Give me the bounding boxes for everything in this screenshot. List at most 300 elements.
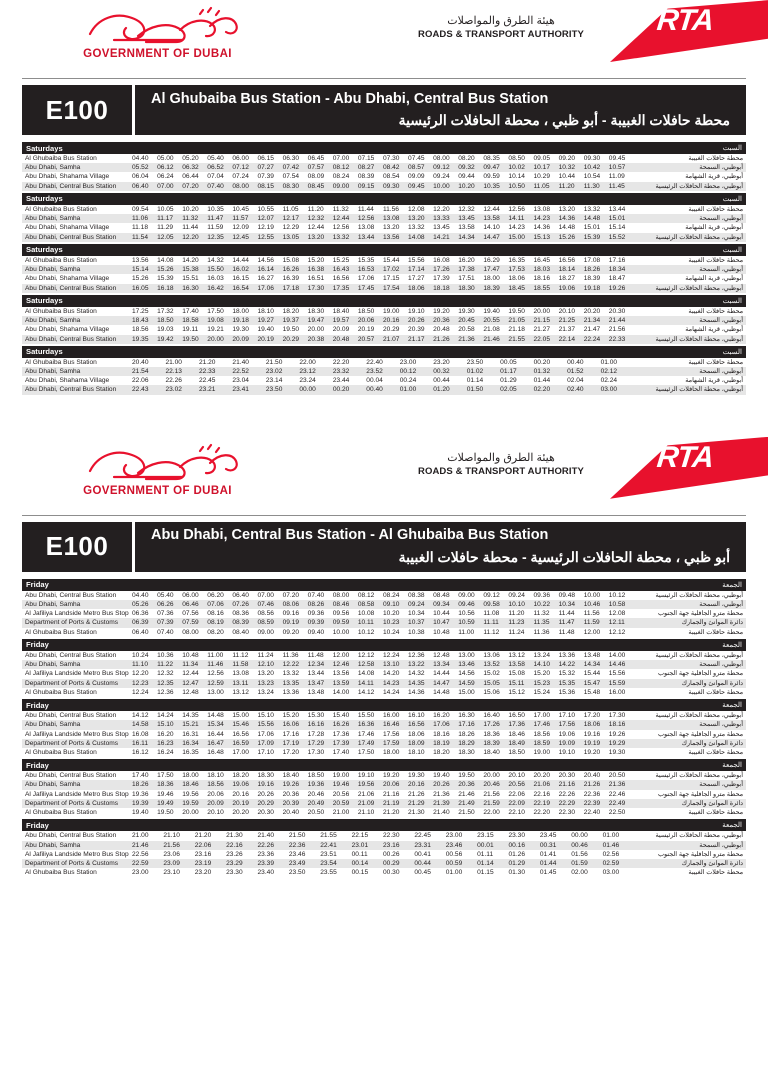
departure-times — [132, 275, 634, 283]
departure-time: 13.10 — [382, 661, 400, 669]
departure-time: 04.40 — [132, 591, 149, 599]
departure-time: 20.36 — [282, 790, 300, 798]
departure-time: 14.56 — [458, 670, 475, 678]
departure-time: 22.29 — [558, 799, 576, 807]
departure-time: 01.14 — [477, 860, 494, 868]
departure-time: 17.39 — [332, 739, 350, 747]
departure-time: 08.20 — [458, 155, 475, 162]
departure-time: 11.59 — [583, 619, 600, 627]
departure-time: 23.49 — [288, 860, 306, 868]
departure-time: 13.12 — [232, 688, 249, 696]
departure-times — [132, 308, 634, 316]
departure-time: 17.50 — [157, 772, 174, 780]
departure-time: 22.20 — [332, 358, 350, 366]
departure-time: 19.00 — [533, 748, 551, 756]
departure-time: 10.00 — [433, 182, 450, 190]
day-label-english: Saturdays — [26, 347, 63, 357]
departure-time: 18.30 — [257, 772, 274, 780]
departure-time: 10.36 — [157, 651, 174, 659]
departure-time: 09.00 — [257, 628, 274, 636]
departure-time: 21.05 — [508, 317, 525, 325]
departure-time: 00.01 — [477, 841, 494, 849]
departure-time: 18.10 — [408, 748, 425, 756]
departure-time: 18.06 — [408, 284, 425, 292]
departure-time: 09.10 — [382, 600, 400, 608]
departure-time: 11.32 — [533, 610, 550, 618]
departure-time: 08.36 — [232, 610, 249, 618]
departure-time: 08.48 — [433, 591, 450, 599]
departure-times — [132, 652, 634, 660]
departure-time: 14.36 — [408, 688, 425, 696]
departure-time: 20.30 — [608, 307, 626, 315]
stop-name-arabic: أبوظبي، قرية الشهامة — [685, 224, 743, 232]
table-row — [22, 265, 746, 274]
stop-name-arabic: دائرة الموانئ والجمارك — [681, 619, 743, 627]
departure-time: 02.56 — [602, 850, 620, 858]
departure-time: 17.49 — [357, 739, 375, 747]
departure-time: 11.46 — [207, 661, 224, 669]
departure-time: 20.26 — [433, 781, 450, 789]
departure-time: 07.40 — [207, 182, 224, 190]
departure-time: 15.56 — [408, 256, 425, 264]
departure-time: 11.20 — [558, 182, 575, 190]
departure-time: 18.19 — [433, 739, 450, 747]
departure-time: 13.08 — [357, 224, 375, 232]
departure-time: 11.36 — [533, 628, 550, 636]
departure-time: 22.40 — [366, 358, 383, 366]
rta-logo-icon — [610, 437, 768, 499]
stop-name-english: Abu Dhabi, Samha — [25, 600, 81, 608]
departure-time: 03.00 — [602, 869, 620, 877]
departure-time: 08.16 — [207, 610, 224, 618]
table-row — [22, 841, 746, 850]
departure-time: 12.29 — [282, 224, 300, 232]
departure-time: 21.50 — [288, 832, 306, 840]
departure-time: 17.00 — [232, 748, 249, 756]
departure-time: 08.46 — [332, 600, 350, 608]
departure-time: 19.42 — [157, 335, 174, 343]
departure-time: 15.14 — [608, 224, 626, 232]
departure-time: 21.30 — [226, 832, 243, 840]
departure-time: 21.34 — [583, 317, 601, 325]
departure-time: 17.19 — [282, 739, 300, 747]
departure-time: 18.06 — [583, 721, 601, 729]
departure-time: 17.06 — [433, 721, 450, 729]
departure-time: 18.20 — [282, 307, 300, 315]
departure-time: 16.08 — [433, 256, 450, 264]
table-row — [22, 172, 746, 181]
departure-time: 20.16 — [382, 317, 400, 325]
departure-times — [132, 619, 634, 627]
departure-time: 21.36 — [433, 790, 450, 798]
departure-time: 12.08 — [608, 610, 626, 618]
stop-name-arabic: أبوظبي، السمحة — [699, 367, 743, 375]
departure-time: 11.05 — [533, 182, 550, 190]
departure-time: 09.46 — [458, 600, 475, 608]
departure-time: 23.32 — [332, 367, 350, 375]
departure-time: 14.58 — [132, 721, 149, 729]
departure-times — [132, 326, 634, 334]
departure-time: 01.17 — [500, 367, 517, 375]
departure-time: 19.40 — [483, 307, 500, 315]
departure-time: 12.20 — [433, 205, 450, 213]
timetable — [22, 142, 746, 395]
stop-name-english: Abu Dhabi, Samha — [25, 317, 81, 325]
stop-name-english: Abu Dhabi, Shahama Village — [25, 173, 110, 181]
departure-time: 20.30 — [558, 772, 576, 780]
stop-name-arabic: أبوظبي، قرية الشهامة — [685, 377, 743, 385]
departure-time: 15.01 — [608, 215, 626, 223]
departure-time: 09.36 — [307, 610, 325, 618]
departure-time: 17.45 — [357, 284, 375, 292]
departure-time: 15.34 — [207, 721, 224, 729]
departure-time: 01.52 — [567, 367, 584, 375]
route-number-badge: E100 — [22, 522, 132, 572]
departure-time: 12.20 — [132, 670, 149, 678]
stop-name-english: Al Ghubaiba Bus Station — [25, 307, 97, 315]
departure-time: 12.22 — [282, 661, 300, 669]
stop-name-arabic: محطة حافلات الغبيبة — [688, 205, 743, 213]
stop-name-arabic: أبوظبي، قرية الشهامة — [685, 326, 743, 334]
departure-time: 17.15 — [382, 275, 400, 283]
departure-time: 13.48 — [307, 688, 325, 696]
day-header-bar — [22, 244, 746, 256]
departure-time: 13.35 — [282, 679, 300, 687]
departure-time: 10.23 — [382, 619, 400, 627]
departure-time: 00.32 — [433, 367, 450, 375]
departure-time: 14.59 — [458, 679, 475, 687]
departure-time: 20.58 — [458, 326, 475, 334]
departure-time: 14.23 — [533, 215, 551, 223]
departure-time: 21.46 — [132, 841, 149, 849]
departure-time: 19.50 — [157, 809, 174, 817]
departure-time: 01.00 — [602, 832, 620, 840]
stop-name-arabic: أبوظبي، محطة الحافلات الرئيسية — [655, 335, 743, 343]
departure-time: 16.53 — [357, 266, 375, 274]
departure-time: 16.39 — [282, 275, 300, 283]
stop-name-english: Al Jafiliya Landside Metro Bus Stop — [25, 850, 129, 858]
departure-time: 07.46 — [257, 600, 274, 608]
departure-time: 07.15 — [357, 155, 375, 162]
departure-time: 17.16 — [608, 256, 626, 264]
stop-name-arabic: دائرة الموانئ والجمارك — [681, 739, 743, 747]
departure-time: 08.59 — [257, 619, 274, 627]
table-row — [22, 307, 746, 316]
table-row — [22, 256, 746, 265]
departure-time: 02.00 — [571, 869, 588, 877]
departure-time: 10.32 — [558, 164, 576, 172]
departure-time: 17.50 — [357, 748, 375, 756]
departure-time: 22.16 — [226, 841, 243, 849]
departure-time: 19.20 — [433, 307, 450, 315]
departure-time: 05.26 — [132, 600, 149, 608]
stop-name-arabic: محطة حافلات الغبيبة — [688, 688, 743, 696]
departure-time: 18.00 — [182, 772, 199, 780]
departure-time: 10.46 — [583, 600, 601, 608]
departure-time: 11.48 — [307, 651, 324, 659]
departure-time: 13.46 — [458, 661, 475, 669]
departure-time: 17.30 — [307, 284, 325, 292]
departure-time: 21.25 — [558, 317, 576, 325]
departure-time: 10.54 — [583, 173, 601, 181]
departure-times — [132, 359, 634, 367]
departure-time: 09.56 — [332, 610, 350, 618]
departure-time: 20.19 — [257, 335, 274, 343]
departure-time: 08.12 — [357, 591, 375, 599]
departure-time: 00.29 — [383, 860, 400, 868]
departure-time: 08.20 — [207, 628, 224, 636]
departure-time: 23.04 — [232, 377, 249, 385]
departure-time: 18.39 — [583, 275, 601, 283]
departure-time: 22.59 — [132, 860, 149, 868]
departure-time: 09.05 — [533, 155, 551, 162]
departure-time: 19.08 — [207, 317, 224, 325]
stop-name-english: Al Jafiliya Landside Metro Bus Stop — [25, 730, 129, 738]
departure-time: 02.20 — [533, 386, 551, 394]
departure-time: 13.20 — [408, 215, 425, 223]
departure-time: 00.31 — [539, 841, 557, 849]
departure-times — [132, 869, 634, 877]
departure-time: 10.12 — [357, 628, 375, 636]
departure-time: 14.34 — [458, 233, 475, 241]
day-header-bar — [22, 579, 746, 591]
departure-time: 09.12 — [433, 164, 450, 172]
departure-time: 10.35 — [207, 205, 224, 213]
timetable — [22, 579, 746, 878]
departure-time: 01.11 — [477, 850, 494, 858]
departure-time: 23.21 — [198, 386, 216, 394]
departure-time: 21.20 — [382, 809, 400, 817]
departure-time: 09.44 — [458, 173, 475, 181]
departure-time: 12.44 — [182, 670, 199, 678]
table-row — [22, 831, 746, 840]
departure-time: 01.26 — [508, 850, 526, 858]
departure-time: 15.35 — [558, 679, 576, 687]
departure-time: 23.30 — [226, 869, 243, 877]
rta-arabic-label: هيئة الطرق والمواصلات — [447, 15, 555, 27]
table-row — [22, 669, 746, 678]
departure-time: 16.50 — [508, 712, 525, 720]
departure-time: 21.36 — [608, 781, 626, 789]
departure-time: 16.10 — [408, 712, 425, 720]
departure-time: 06.26 — [157, 600, 174, 608]
departure-time: 01.00 — [399, 386, 417, 394]
departure-time: 21.16 — [382, 790, 400, 798]
departure-time: 09.59 — [332, 619, 350, 627]
departure-time: 22.30 — [383, 832, 400, 840]
departure-time: 13.33 — [433, 215, 450, 223]
table-row — [22, 205, 746, 214]
departure-time: 23.06 — [163, 850, 180, 858]
departure-time: 00.40 — [567, 358, 584, 366]
departure-time: 22.13 — [165, 367, 182, 375]
departure-time: 17.50 — [207, 307, 224, 315]
departure-time: 22.16 — [533, 790, 551, 798]
departure-time: 00.41 — [414, 850, 431, 858]
departure-time: 01.44 — [533, 377, 551, 385]
departure-time: 15.35 — [357, 256, 375, 264]
departure-time: 20.49 — [307, 799, 325, 807]
departure-time: 17.51 — [458, 275, 475, 283]
departure-time: 08.35 — [483, 155, 500, 162]
departure-time: 22.45 — [198, 377, 216, 385]
departure-time: 16.15 — [232, 275, 249, 283]
route-title-container — [135, 85, 746, 135]
departure-times — [132, 680, 634, 688]
day-header-bar — [22, 639, 746, 651]
departure-time: 00.12 — [399, 367, 417, 375]
departure-time: 16.48 — [207, 748, 224, 756]
stop-name-arabic: أبوظبي، محطة الحافلات الرئيسية — [655, 772, 743, 780]
departure-time: 06.46 — [182, 600, 199, 608]
departure-times — [132, 164, 634, 172]
departure-time: 17.06 — [357, 275, 375, 283]
departure-time: 00.15 — [351, 869, 369, 877]
departure-time: 07.54 — [282, 173, 300, 181]
departure-time: 13.32 — [583, 205, 601, 213]
departure-time: 07.04 — [207, 173, 224, 181]
table-row — [22, 376, 746, 385]
departure-time: 09.00 — [332, 182, 350, 190]
departure-time: 16.51 — [307, 275, 325, 283]
departure-time: 15.26 — [132, 275, 149, 283]
departure-time: 20.10 — [558, 307, 576, 315]
departure-time: 15.08 — [282, 256, 300, 264]
stop-name-english: Abu Dhabi, Samha — [25, 367, 81, 375]
departure-time: 10.45 — [232, 205, 249, 213]
departure-time: 21.19 — [382, 799, 400, 807]
departure-time: 22.10 — [508, 809, 525, 817]
departure-time: 17.47 — [483, 266, 500, 274]
departure-times — [132, 809, 634, 817]
departure-time: 21.47 — [583, 326, 601, 334]
departure-time: 23.14 — [265, 377, 283, 385]
departure-time: 10.56 — [458, 610, 475, 618]
day-header-bar — [22, 295, 746, 307]
stop-name-english: Al Ghubaiba Bus Station — [25, 809, 97, 817]
departure-time: 13.00 — [458, 651, 475, 659]
departure-times — [132, 629, 634, 637]
stop-name-english: Abu Dhabi, Central Bus Station — [25, 712, 117, 720]
departure-time: 20.16 — [232, 790, 249, 798]
table-row — [22, 711, 746, 720]
departure-time: 10.47 — [433, 619, 450, 627]
stop-name-english: Abu Dhabi, Shahama Village — [25, 224, 110, 232]
departure-time: 03.00 — [600, 386, 618, 394]
brand-header — [22, 0, 746, 78]
table-separator — [0, 397, 768, 437]
departure-time: 22.39 — [583, 799, 601, 807]
departure-time: 12.48 — [182, 688, 199, 696]
departure-time: 06.40 — [132, 182, 149, 190]
table-row — [22, 790, 746, 799]
departure-time: 08.27 — [357, 164, 375, 172]
departure-time: 20.59 — [332, 799, 350, 807]
departure-time: 11.20 — [307, 205, 324, 213]
day-label-english: Friday — [26, 700, 49, 710]
departure-times — [132, 791, 634, 799]
departure-time: 01.59 — [571, 860, 588, 868]
stop-name-english: Al Ghubaiba Bus Station — [25, 358, 97, 366]
stop-name-arabic: أبوظبي، محطة الحافلات الرئيسية — [655, 182, 743, 190]
departure-time: 16.30 — [458, 712, 475, 720]
departure-time: 15.00 — [508, 233, 525, 241]
departure-times — [132, 712, 634, 720]
departure-time: 01.02 — [466, 367, 484, 375]
timetable-block — [22, 193, 746, 242]
day-label-arabic: السبت — [722, 195, 742, 203]
departure-time: 11.57 — [232, 215, 249, 223]
departure-time: 20.06 — [382, 781, 400, 789]
departure-time: 21.16 — [558, 781, 576, 789]
departure-time: 23.39 — [257, 860, 275, 868]
departure-time: 14.36 — [533, 224, 551, 232]
route-title-band — [22, 85, 746, 135]
departure-time: 16.35 — [508, 256, 525, 264]
departure-time: 15.44 — [583, 670, 601, 678]
departure-time: 21.26 — [408, 790, 425, 798]
departure-time: 21.17 — [408, 335, 425, 343]
departure-time: 10.57 — [608, 164, 626, 172]
departure-times — [132, 183, 634, 191]
departure-time: 20.00 — [307, 326, 325, 334]
departure-time: 20.09 — [232, 335, 249, 343]
departure-time: 19.27 — [257, 317, 274, 325]
departure-time: 06.36 — [132, 610, 149, 618]
departure-time: 19.26 — [608, 730, 626, 738]
departure-time: 07.00 — [332, 155, 350, 162]
departure-times — [132, 860, 634, 868]
departure-times — [132, 781, 634, 789]
stop-name-arabic: محطة مترو الجافلية جهة الجنوب — [657, 790, 743, 798]
table-row — [22, 771, 746, 780]
departure-time: 19.18 — [232, 317, 249, 325]
departure-time: 11.47 — [207, 215, 224, 223]
departure-time: 17.53 — [508, 266, 525, 274]
departure-time: 19.26 — [608, 284, 626, 292]
departure-time: 23.50 — [265, 386, 283, 394]
departure-time: 20.56 — [508, 781, 525, 789]
departure-time: 13.58 — [458, 224, 475, 232]
departure-time: 18.43 — [132, 317, 149, 325]
departure-time: 18.46 — [508, 730, 525, 738]
departure-time: 10.34 — [408, 610, 425, 618]
departure-time: 17.00 — [533, 712, 551, 720]
departure-time: 17.27 — [408, 275, 425, 283]
departure-time: 17.28 — [307, 730, 325, 738]
departure-time: 19.19 — [583, 739, 601, 747]
departure-time: 22.41 — [320, 841, 337, 849]
departure-times — [132, 721, 634, 729]
departure-time: 23.31 — [414, 841, 431, 849]
departure-time: 18.36 — [483, 730, 500, 738]
stop-name-english: Abu Dhabi, Central Bus Station — [25, 182, 117, 190]
departure-time: 21.29 — [408, 799, 425, 807]
departure-time: 13.20 — [382, 224, 400, 232]
departure-time: 23.46 — [445, 841, 463, 849]
departure-time: 18.16 — [533, 275, 551, 283]
departure-time: 05.00 — [157, 155, 174, 162]
stop-name-arabic: أبوظبي، محطة الحافلات الرئيسية — [655, 233, 743, 241]
departure-time: 00.16 — [508, 841, 526, 849]
departure-time: 11.32 — [182, 215, 199, 223]
departure-time: 12.56 — [207, 670, 224, 678]
departure-time: 17.25 — [132, 307, 149, 315]
departure-times — [132, 832, 634, 840]
departure-time: 23.01 — [351, 841, 369, 849]
departure-time: 15.48 — [583, 688, 601, 696]
departure-time: 16.43 — [332, 266, 350, 274]
